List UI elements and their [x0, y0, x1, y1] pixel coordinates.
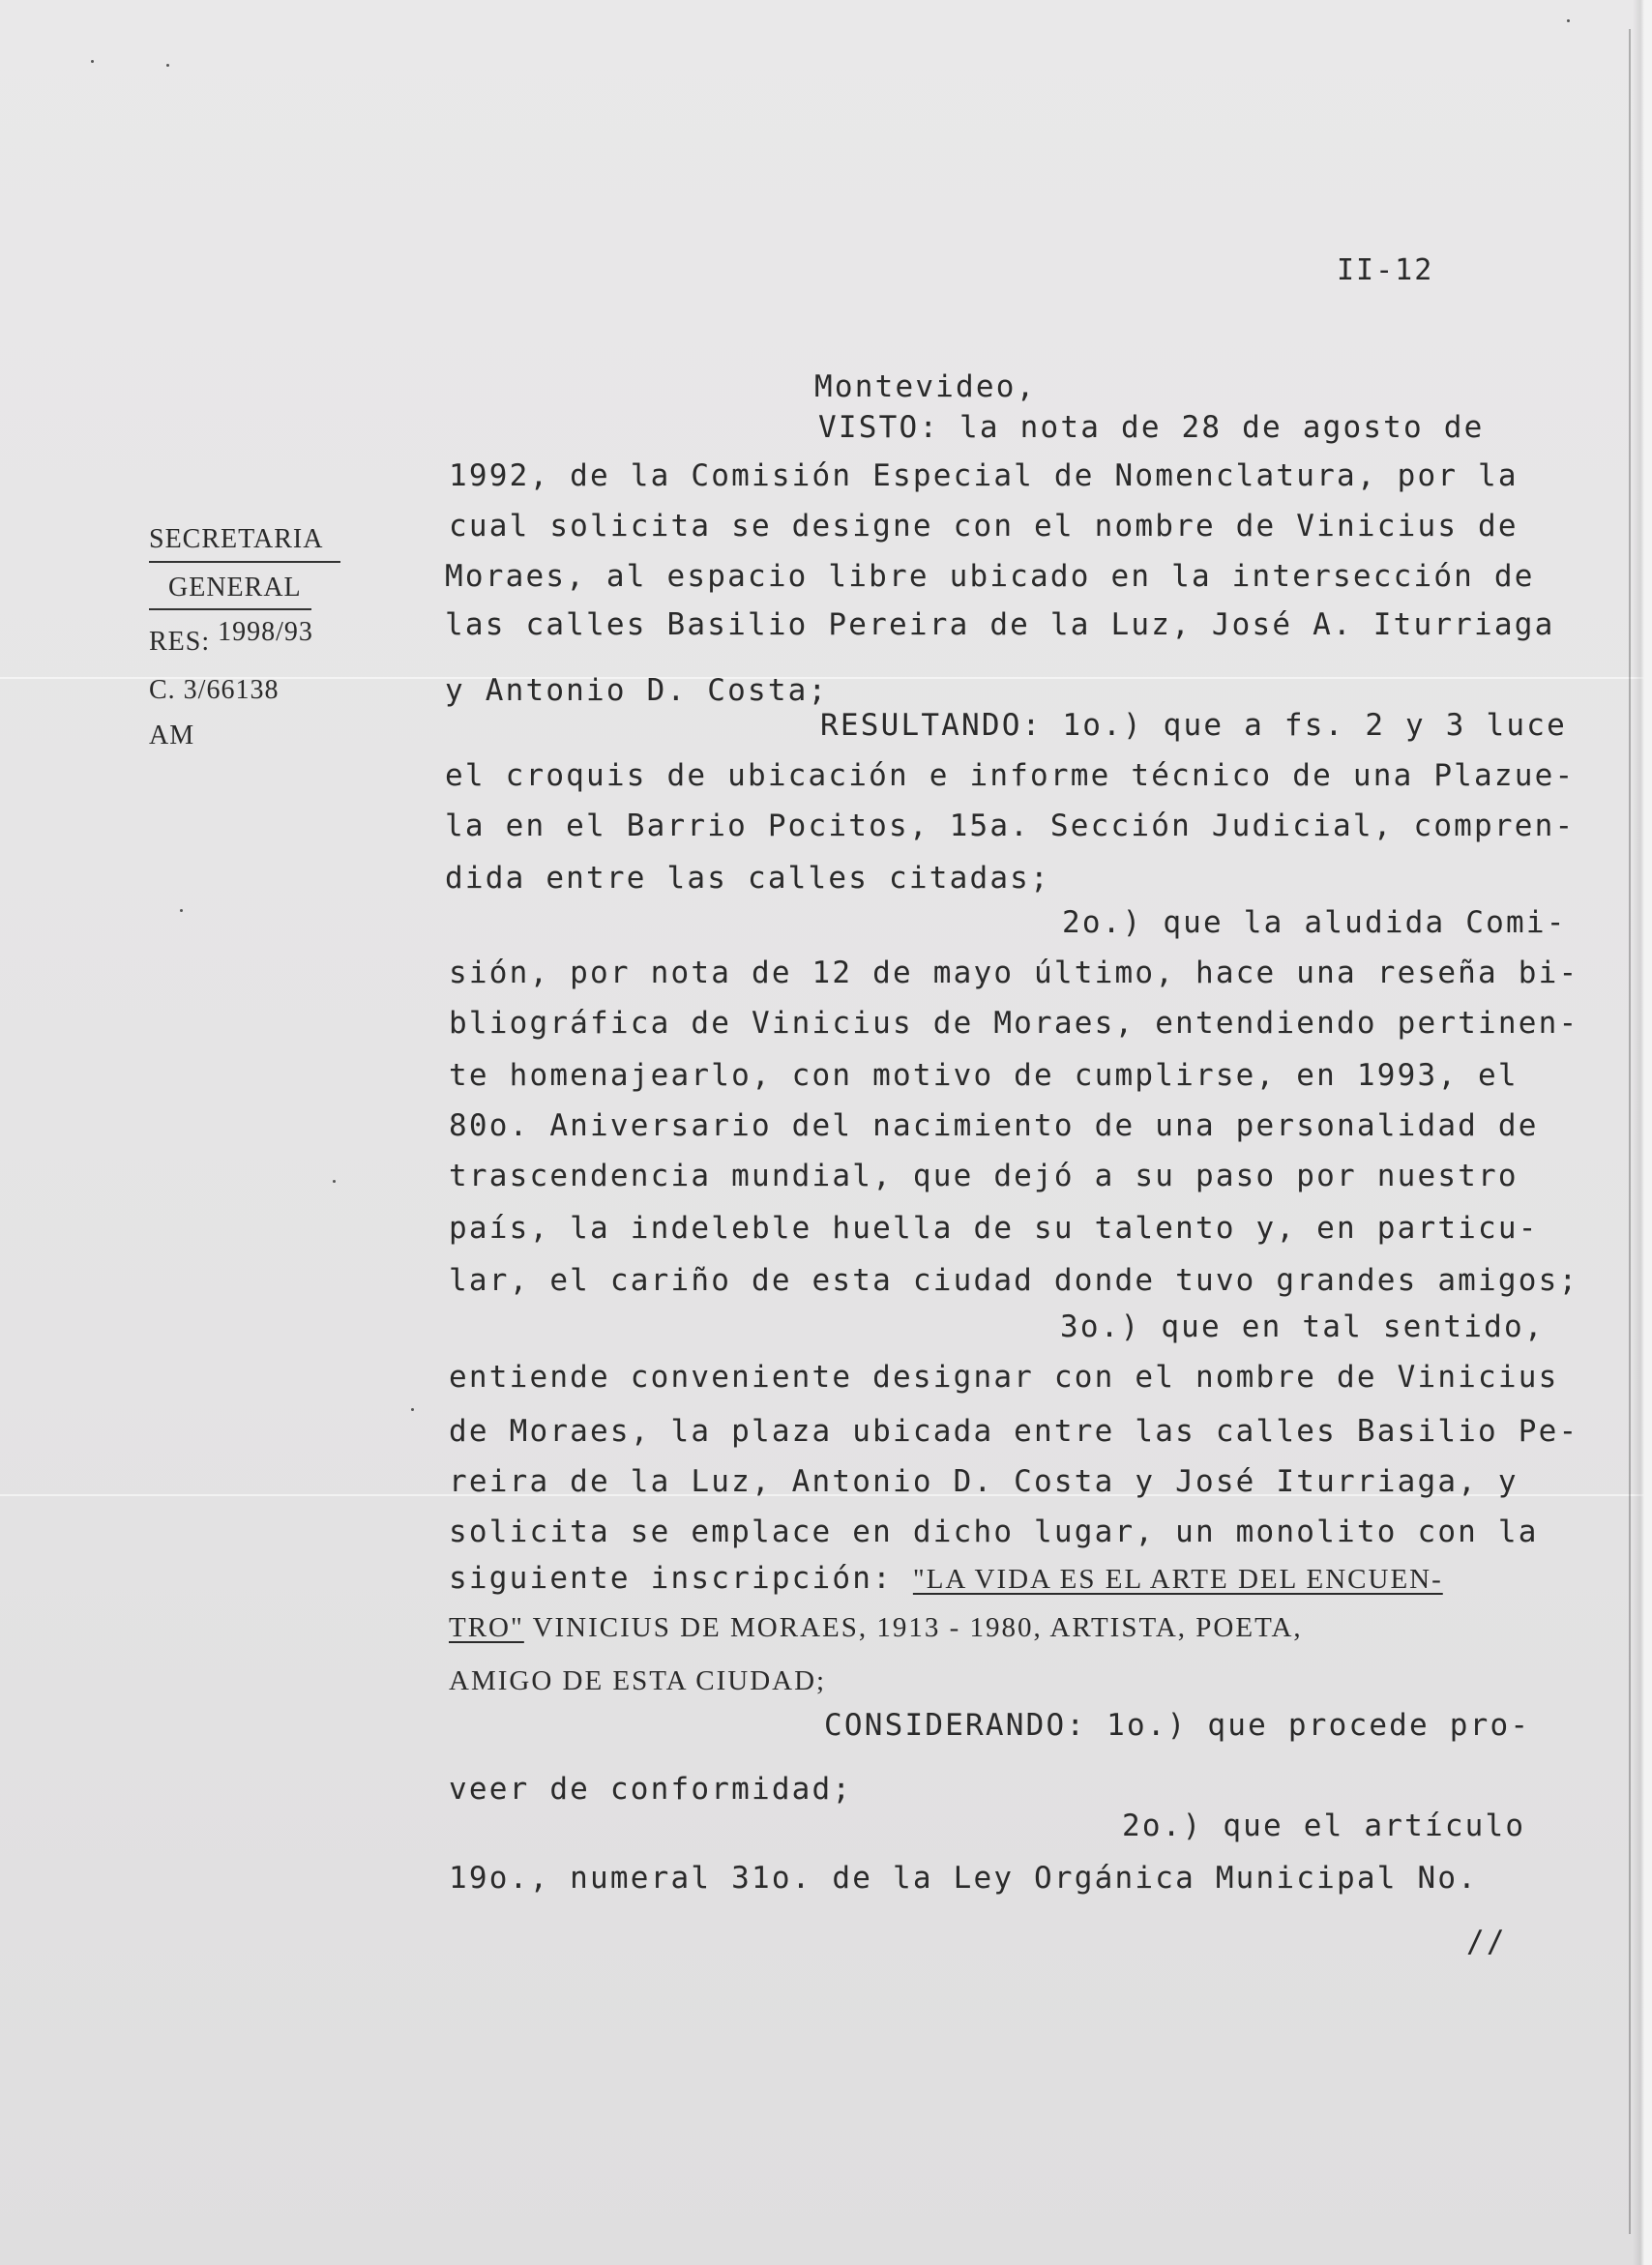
office-underline: [149, 561, 340, 563]
item-3-line: 3o.) que en tal sentido,: [1060, 1309, 1545, 1344]
inscription-quote-end: TRO": [449, 1612, 524, 1643]
inscription-line-1: [449, 1561, 1443, 1596]
body-line: el croquis de ubicación e informe técnico de una Plazue-: [445, 758, 1576, 793]
paper-edge: [1633, 0, 1652, 2265]
body-line: reira de la Luz, Antonio D. Costa y José Iturriaga, y: [449, 1464, 1519, 1499]
office2-underline: [149, 608, 311, 610]
body-line: bliográfica de Vinicius de Moraes, entendiendo pertinen-: [449, 1006, 1579, 1041]
item-2-line: 2o.) que la aludida Comi-: [1062, 905, 1567, 940]
office-line1: SECRETARIA: [149, 524, 324, 554]
res-label: RES:: [149, 627, 211, 657]
inscription-lead: siguiente inscripción:: [449, 1561, 913, 1596]
paper-edge-shadow: [1629, 29, 1631, 2234]
body-line: de Moraes, la plaza ubicada entre las calles Basilio Pe-: [449, 1414, 1579, 1449]
resultando-line: RESULTANDO: 1o.) que a fs. 2 y 3 luce: [820, 708, 1567, 743]
body-line: trascendencia mundial, que dejó a su paso por nuestro: [449, 1159, 1519, 1193]
body-line: Moraes, al espacio libre ubicado en la intersección de: [445, 559, 1535, 594]
document-number: II-12: [1337, 253, 1434, 287]
inscription-text: VINICIUS DE MORAES, 1913 - 1980, ARTISTA, POETA,: [523, 1612, 1303, 1643]
inscription-line-3: AMIGO DE ESTA CIUDAD;: [449, 1665, 827, 1696]
speck: [1567, 19, 1570, 22]
visto-line: VISTO: la nota de 28 de agosto de: [818, 410, 1485, 445]
considerando-item-2-line: 2o.) que el artículo: [1122, 1809, 1526, 1843]
body-line: 1992, de la Comisión Especial de Nomenclatura, por la: [449, 458, 1519, 493]
body-line: 80o. Aniversario del nacimiento de una personalidad de: [449, 1108, 1539, 1143]
body-line: veer de conformidad;: [449, 1772, 853, 1807]
considerando-line: CONSIDERANDO: 1o.) que procede pro-: [824, 1708, 1531, 1743]
speck: [333, 1180, 336, 1183]
speck: [180, 909, 183, 912]
body-line: sión, por nota de 12 de mayo último, hace una reseña bi-: [449, 956, 1579, 990]
body-line: lar, el cariño de esta ciudad donde tuvo grandes amigos;: [449, 1263, 1579, 1298]
body-line: la en el Barrio Pocitos, 15a. Sección Judicial, compren-: [445, 809, 1576, 843]
speck: [166, 64, 169, 67]
file-reference: C. 3/66138: [149, 675, 280, 705]
place-line: Montevideo,: [814, 369, 1037, 404]
body-line: solicita se emplace en dicho lugar, un monolito con la: [449, 1515, 1539, 1549]
body-line: dida entre las calles citadas;: [445, 861, 1050, 896]
continuation-mark: //: [1466, 1925, 1507, 1959]
body-line: cual solicita se designe con el nombre de Vinicius de: [449, 509, 1519, 544]
body-line: entiende conveniente designar con el nombre de Vinicius: [449, 1360, 1559, 1395]
body-line: te homenajearlo, con motivo de cumplirse, en 1993, el: [449, 1058, 1519, 1093]
inscription-line-2: [449, 1609, 1303, 1644]
inscription-quote: "LA VIDA ES EL ARTE DEL ENCUEN-: [912, 1564, 1443, 1595]
res-value: 1998/93: [218, 617, 313, 647]
body-line: país, la indeleble huella de su talento y, en particu-: [449, 1211, 1539, 1246]
body-line: las calles Basilio Pereira de la Luz, José A. Iturriaga: [445, 607, 1555, 642]
office-line2: GENERAL: [168, 573, 302, 603]
resolution-number: [149, 617, 313, 658]
initials: AM: [149, 721, 195, 750]
speck: [411, 1408, 414, 1411]
body-line: y Antonio D. Costa;: [445, 673, 829, 708]
body-line: 19o., numeral 31o. de la Ley Orgánica Municipal No.: [449, 1861, 1479, 1896]
speck: [91, 60, 94, 63]
